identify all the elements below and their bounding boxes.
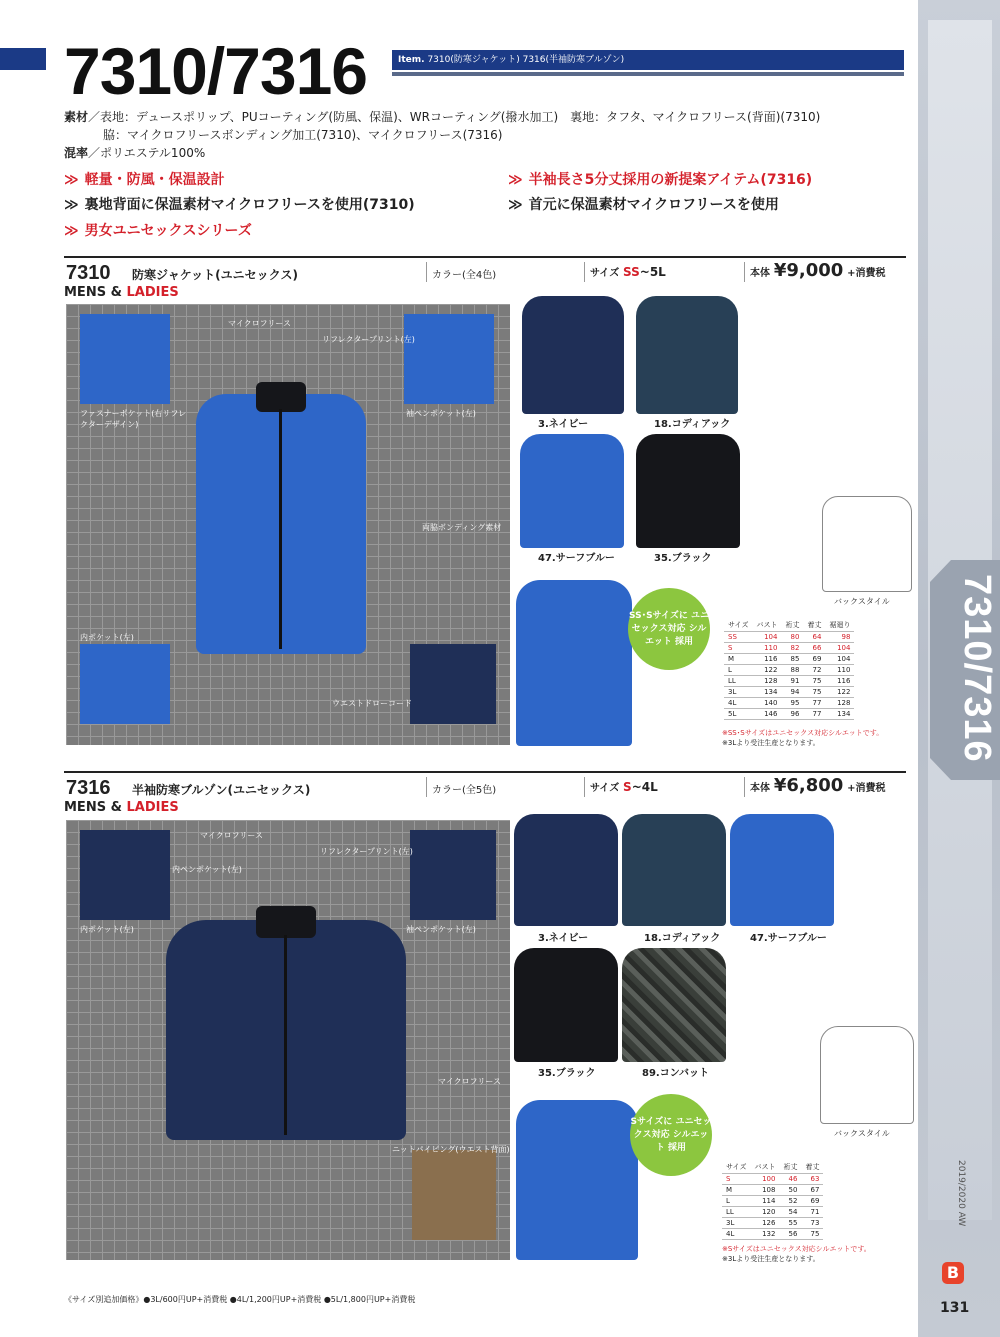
price <box>750 260 886 281</box>
table-cell: L <box>724 664 752 675</box>
gender <box>64 285 179 300</box>
footer-note: 《サイズ別追加価格》●3L/600円UP+消費税 ●4L/1,200円UP+消費税 ●5L/1,800円UP+消費税 <box>64 1295 416 1304</box>
divider <box>426 262 427 282</box>
swatch-label: 3.ネイビー <box>538 933 589 944</box>
table-header-cell: 裄丈 <box>781 620 803 631</box>
swatch-label: 18.コディアック <box>644 933 721 944</box>
spec-material-2: 脇：マイクロフリースボンディング加工(7310)、マイクロフリース(7316) <box>103 128 503 142</box>
table-cell: 126 <box>750 1217 779 1228</box>
table-row <box>722 1206 823 1217</box>
table-cell: 69 <box>801 1195 823 1206</box>
price-label: 本体 <box>750 783 770 794</box>
swatch-label: 89.コンバット <box>642 1068 710 1079</box>
swatch-label: 35.ブラック <box>538 1068 596 1079</box>
table-cell: 132 <box>750 1228 779 1239</box>
table-cell: 64 <box>803 631 825 642</box>
table-cell: 63 <box>801 1173 823 1184</box>
price-value: ¥6,800 <box>773 775 844 796</box>
gender <box>64 800 179 815</box>
table-cell: 98 <box>825 631 854 642</box>
table-cell: 3L <box>724 686 752 697</box>
table-cell: 77 <box>803 708 825 719</box>
swatch-image <box>730 814 834 926</box>
table-cell: 122 <box>752 664 781 675</box>
detail-image <box>410 644 496 724</box>
table-cell: 71 <box>801 1206 823 1217</box>
table-cell: M <box>722 1184 750 1195</box>
table-row <box>722 1184 823 1195</box>
page-number: 131 <box>940 1300 970 1316</box>
table-cell: S <box>724 642 752 653</box>
callout: マイクロフリース <box>200 831 263 840</box>
table-cell: 66 <box>803 642 825 653</box>
divider <box>744 262 745 282</box>
table-cell: 52 <box>779 1195 801 1206</box>
detail-image <box>80 314 170 404</box>
page-title: 7310/7316 <box>64 34 367 108</box>
feature-1 <box>64 170 225 190</box>
size-max: ~5L <box>639 265 666 279</box>
table-cell: 88 <box>781 664 803 675</box>
chevron-right-icon: ≫ <box>64 172 79 188</box>
swatch-image <box>514 814 618 926</box>
table-header-cell: サイズ <box>724 620 752 631</box>
zipper <box>279 409 282 649</box>
callout: ウエストドローコード <box>332 699 412 708</box>
table-cell: 116 <box>825 675 854 686</box>
ladies-image <box>516 580 632 746</box>
table-cell: SS <box>724 631 752 642</box>
table-cell: 114 <box>750 1195 779 1206</box>
callout: 両脇ボンディング素材 <box>422 523 502 532</box>
table-row <box>724 631 854 642</box>
back-style-image <box>820 1026 914 1124</box>
swatch-image <box>522 296 624 414</box>
feature-3 <box>64 195 415 215</box>
table-cell: 55 <box>779 1217 801 1228</box>
table-cell: 80 <box>781 631 803 642</box>
price-value: ¥9,000 <box>773 260 844 281</box>
table-cell: 46 <box>779 1173 801 1184</box>
table-cell: 128 <box>752 675 781 686</box>
item-bar-line <box>392 72 904 76</box>
table-cell: 134 <box>752 686 781 697</box>
side-label: 7310/7316 <box>956 573 998 763</box>
table-cell: 4L <box>724 697 752 708</box>
table-row <box>724 686 854 697</box>
tax-label: +消費税 <box>847 268 886 279</box>
size-table-7310 <box>724 620 854 720</box>
material-line1: ／表地：デュースポリップ、PUコーティング(防風、保温)、WRコーティング(撥水加工) 裏地：タフタ、マイクロフリース(背面)(7310) <box>88 110 821 124</box>
item-prefix: Item. <box>398 55 425 65</box>
feature-4 <box>508 195 779 215</box>
callout: 内ポケット(左) <box>80 925 134 934</box>
table-cell: 104 <box>825 653 854 664</box>
table-cell: 56 <box>779 1228 801 1239</box>
spec-material <box>64 108 914 126</box>
table-header-row <box>722 1162 823 1173</box>
detail-image <box>410 830 496 920</box>
mens-label: MENS & <box>64 285 122 300</box>
callout: ニットパイピング(ウエスト背面) <box>392 1145 510 1154</box>
table-cell: L <box>722 1195 750 1206</box>
spec-blend <box>64 144 205 162</box>
table-cell: 85 <box>781 653 803 664</box>
table-row <box>724 675 854 686</box>
table-row <box>724 664 854 675</box>
callout: リフレクタープリント(左) <box>320 847 413 856</box>
detail-image <box>80 644 170 724</box>
table-header-cell: バスト <box>750 1162 779 1173</box>
table-cell: 128 <box>825 697 854 708</box>
table-row <box>724 642 854 653</box>
divider <box>744 777 745 797</box>
size-min: SS <box>623 265 640 279</box>
swatch-label: 3.ネイビー <box>538 419 589 430</box>
blend-value: ／ポリエステル100% <box>88 146 206 160</box>
table-cell: 3L <box>722 1217 750 1228</box>
table-cell: 75 <box>803 675 825 686</box>
price-label: 本体 <box>750 268 770 279</box>
main-photo-7316 <box>66 820 510 1260</box>
feature-2 <box>508 170 812 190</box>
table-cell: 120 <box>750 1206 779 1217</box>
table-cell: LL <box>722 1206 750 1217</box>
table-cell: 54 <box>779 1206 801 1217</box>
table-row <box>724 708 854 719</box>
table-header-cell: バスト <box>752 620 781 631</box>
size-range <box>590 779 658 794</box>
table-row <box>722 1173 823 1184</box>
product-name: 防寒ジャケット(ユニセックス) <box>132 268 299 282</box>
header-accent <box>0 48 46 70</box>
mens-label: MENS & <box>64 800 122 815</box>
swatch-label: 47.サーフブルー <box>538 553 615 564</box>
chevron-right-icon: ≫ <box>64 197 79 213</box>
product-code: 7310 <box>66 262 111 284</box>
feature-text: 首元に保温素材マイクロフリースを使用 <box>528 197 779 213</box>
season-label: 2019/2020 AW <box>956 1160 966 1227</box>
callout: 内ペンポケット(左) <box>172 865 242 874</box>
material-label: 素材 <box>64 110 89 124</box>
table-cell: M <box>724 653 752 664</box>
table-header-cell: サイズ <box>722 1162 750 1173</box>
size-note: ※Sサイズはユニセックス対応シルエットです。 <box>722 1245 871 1253</box>
feature-text: 男女ユニセックスシリーズ <box>84 223 252 239</box>
table-cell: 96 <box>781 708 803 719</box>
table-cell: 100 <box>750 1173 779 1184</box>
table-cell: 140 <box>752 697 781 708</box>
table-cell: 110 <box>825 664 854 675</box>
table-cell: 67 <box>801 1184 823 1195</box>
size-range <box>590 264 666 279</box>
table-row <box>722 1195 823 1206</box>
callout: マイクロフリース <box>438 1077 501 1086</box>
swatch-image <box>622 814 726 926</box>
divider <box>584 262 585 282</box>
product-header-7316 <box>64 771 906 799</box>
table-cell: 104 <box>752 631 781 642</box>
collar <box>256 382 306 412</box>
swatch-image <box>622 948 726 1062</box>
product-code: 7316 <box>66 777 111 799</box>
ladies-image <box>516 1100 638 1260</box>
callout: 内ポケット(左) <box>80 633 134 642</box>
back-style-image <box>822 496 912 592</box>
brand-logo-icon: B <box>942 1262 964 1284</box>
table-header-cell: 裄丈 <box>779 1162 801 1173</box>
detail-image <box>80 830 170 920</box>
unisex-badge: SS･Sサイズに ユニセックス対応 シルエット 採用 <box>628 588 710 670</box>
chevron-right-icon: ≫ <box>508 172 523 188</box>
divider <box>426 777 427 797</box>
unisex-badge: Sサイズに ユニセックス対応 シルエット 採用 <box>630 1094 712 1176</box>
feature-text: 軽量・防風・保温設計 <box>84 172 225 188</box>
ladies-label: LADIES <box>126 285 179 300</box>
table-cell: 108 <box>750 1184 779 1195</box>
swatch-image <box>636 296 738 414</box>
table-cell: 82 <box>781 642 803 653</box>
ladies-label: LADIES <box>126 800 179 815</box>
size-note: ※3Lより受注生産となります。 <box>722 739 820 747</box>
back-style-label: バックスタイル <box>834 597 890 606</box>
table-cell: 72 <box>803 664 825 675</box>
detail-image <box>412 1150 496 1240</box>
chevron-right-icon: ≫ <box>508 197 523 213</box>
feature-5 <box>64 221 252 241</box>
size-label: サイズ <box>590 783 620 794</box>
table-row <box>722 1228 823 1239</box>
divider <box>584 777 585 797</box>
table-cell: 122 <box>825 686 854 697</box>
detail-image <box>404 314 494 404</box>
table-cell: 104 <box>825 642 854 653</box>
callout: 袖ペンポケット(左) <box>406 925 476 934</box>
callout: マイクロフリース <box>228 319 291 328</box>
table-cell: 4L <box>722 1228 750 1239</box>
item-bar <box>392 50 904 70</box>
table-cell: 69 <box>803 653 825 664</box>
chevron-right-icon: ≫ <box>64 223 79 239</box>
callout: リフレクタープリント(左) <box>322 335 415 344</box>
callout: 袖ペンポケット(左) <box>406 409 476 418</box>
size-max: ~4L <box>631 780 658 794</box>
back-style-label: バックスタイル <box>834 1129 890 1138</box>
product-header-7310 <box>64 256 906 284</box>
table-header-row <box>724 620 854 631</box>
swatch-image <box>636 434 740 548</box>
feature-text: 裏地背面に保温素材マイクロフリースを使用(7310) <box>84 197 415 213</box>
size-min: S <box>623 780 632 794</box>
table-cell: 50 <box>779 1184 801 1195</box>
size-label: サイズ <box>590 268 620 279</box>
swatch-image <box>520 434 624 548</box>
swatch-label: 35.ブラック <box>654 553 712 564</box>
blend-label: 混率 <box>64 146 89 160</box>
table-cell: S <box>722 1173 750 1184</box>
table-header-cell: 着丈 <box>801 1162 823 1173</box>
product-name: 半袖防寒ブルゾン(ユニセックス) <box>132 783 311 797</box>
table-header-cell: 着丈 <box>803 620 825 631</box>
main-photo-7310 <box>66 304 510 745</box>
table-cell: 95 <box>781 697 803 708</box>
table-cell: 77 <box>803 697 825 708</box>
tax-label: +消費税 <box>847 783 886 794</box>
table-row <box>724 697 854 708</box>
table-cell: 146 <box>752 708 781 719</box>
table-cell: 110 <box>752 642 781 653</box>
size-note: ※SS･Sサイズはユニセックス対応シルエットです。 <box>722 729 884 737</box>
size-note: ※3Lより受注生産となります。 <box>722 1255 820 1263</box>
table-cell: 75 <box>801 1228 823 1239</box>
swatch-image <box>514 948 618 1062</box>
table-cell: LL <box>724 675 752 686</box>
table-row <box>724 653 854 664</box>
size-table-7316 <box>722 1162 823 1240</box>
callout: ファスナーポケット(右リフレクターデザイン) <box>80 409 187 429</box>
table-cell: 116 <box>752 653 781 664</box>
zipper <box>284 935 287 1135</box>
table-cell: 91 <box>781 675 803 686</box>
color-count: カラー(全4色) <box>432 270 497 281</box>
collar <box>256 906 316 938</box>
table-cell: 94 <box>781 686 803 697</box>
feature-text: 半袖長さ5分丈採用の新提案アイテム(7316) <box>528 172 813 188</box>
table-cell: 75 <box>803 686 825 697</box>
swatch-label: 18.コディアック <box>654 419 731 430</box>
table-cell: 134 <box>825 708 854 719</box>
table-header-cell: 裾廻り <box>825 620 854 631</box>
item-text: 7310(防寒ジャケット) 7316(半袖防寒ブルゾン) <box>427 55 625 65</box>
table-cell: 5L <box>724 708 752 719</box>
table-cell: 73 <box>801 1217 823 1228</box>
table-row <box>722 1217 823 1228</box>
swatch-label: 47.サーフブルー <box>750 933 827 944</box>
color-count: カラー(全5色) <box>432 785 497 796</box>
price <box>750 775 886 796</box>
